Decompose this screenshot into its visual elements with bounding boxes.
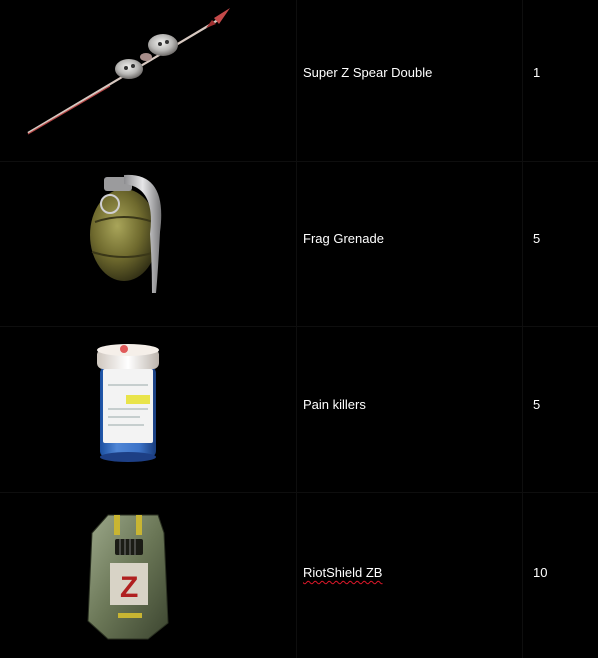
item-image-cell xyxy=(0,0,296,161)
pill-bottle-icon xyxy=(0,327,296,492)
item-image-cell xyxy=(0,162,296,326)
item-qty-cell xyxy=(523,162,598,326)
item-qty: 10 xyxy=(533,565,548,580)
item-name: RiotShield ZB xyxy=(303,565,383,580)
item-name: Frag Grenade xyxy=(303,231,384,246)
item-image-cell xyxy=(0,327,296,492)
item-qty: 1 xyxy=(533,65,541,80)
item-qty-cell xyxy=(523,327,598,492)
riot-shield-icon xyxy=(0,493,296,658)
svg-text:Z: Z xyxy=(120,571,139,604)
item-image-cell xyxy=(0,493,296,658)
item-qty-cell xyxy=(523,0,598,161)
item-qty-cell xyxy=(523,493,598,658)
item-name-cell xyxy=(297,493,522,658)
item-name: Super Z Spear Double xyxy=(303,65,433,80)
frag-grenade-icon xyxy=(0,162,296,326)
item-qty: 5 xyxy=(533,397,541,412)
item-name-cell xyxy=(297,327,522,492)
item-name-cell xyxy=(297,0,522,161)
item-qty: 5 xyxy=(533,231,541,246)
spear-icon xyxy=(0,0,296,161)
item-name: Pain killers xyxy=(303,397,366,412)
item-name-cell xyxy=(297,162,522,326)
